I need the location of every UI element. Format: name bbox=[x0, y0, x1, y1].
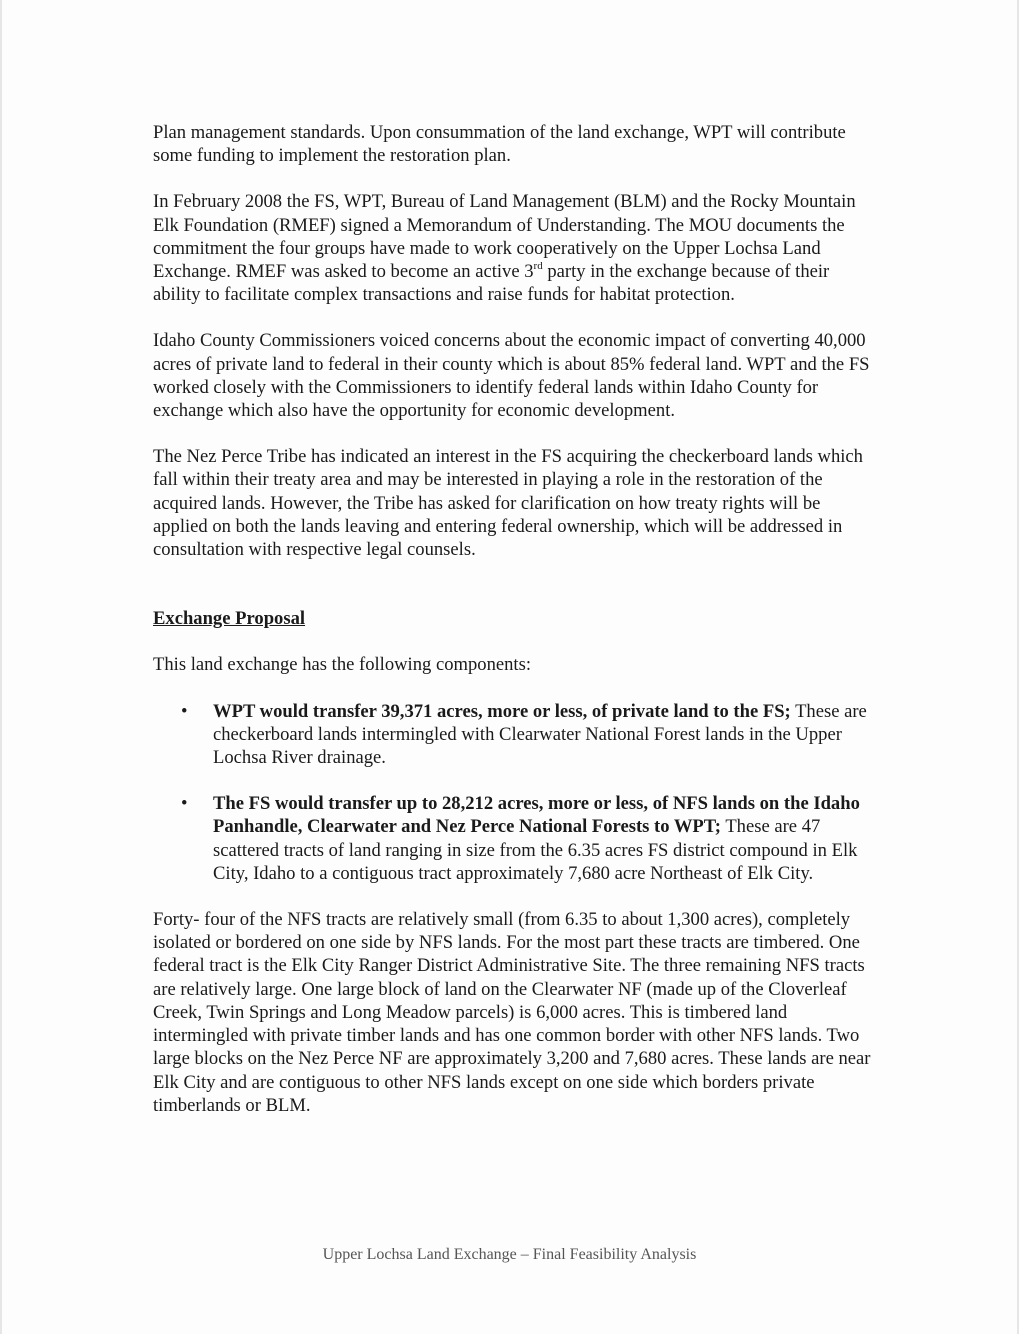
list-item bbox=[153, 700, 878, 770]
paragraph-nez-perce-tribe: The Nez Perce Tribe has indicated an interest in the FS acquiring the checkerboard lands which fall within their treaty area and may be interested in playing a role in the restoration of the acquired lands. However, the Tribe has asked for clarification on how treaty rights will be applied on both the lands leaving and entering federal ownership, which will be addressed in consultation with respective legal counsels. bbox=[153, 446, 863, 561]
list-item-text: These are 47 scattered tracts of land ranging in size from the 6.35 acres FS district compound in Elk City, Idaho to a contiguous tract approximately 7,680 acre Northeast of Elk City. bbox=[213, 816, 858, 884]
superscript-rd: rd bbox=[533, 259, 543, 272]
paragraph-mou-text: In February 2008 the FS, WPT, Bureau of Land Management (BLM) and the Rocky Mountain Elk Foundation (RMEF) signed a Memorandum of Understanding. The MOU documents the commitment the four groups have made to work cooperatively on the Upper Lochsa Land Exchange. RMEF was asked to become an active 3 bbox=[153, 191, 856, 283]
section-heading-exchange-proposal: Exchange Proposal bbox=[153, 608, 306, 630]
bullet-icon: • bbox=[181, 793, 188, 815]
page-footer: Upper Lochsa Land Exchange – Final Feasibility Analysis bbox=[322, 1246, 697, 1263]
list-item bbox=[153, 792, 878, 885]
paragraph-mou bbox=[153, 190, 878, 306]
list-item-bold-lead: WPT would transfer 39,371 acres, more or less, of private land to the FS; bbox=[213, 700, 791, 722]
paragraph-components-intro: This land exchange has the following components: bbox=[153, 654, 531, 676]
list-item-bold-lead: The FS would transfer up to 28,212 acres, more or less, of NFS lands on the Idaho Panhandle, Clearwater and Nez Perce National Forests to WPT; bbox=[213, 793, 860, 838]
paragraph-restoration-funding: Plan management standards. Upon consummation of the land exchange, WPT will contribute some funding to implement the restoration plan. bbox=[153, 122, 846, 167]
document-body bbox=[153, 121, 878, 1117]
bullet-icon: • bbox=[181, 700, 188, 722]
components-list bbox=[153, 700, 878, 885]
paragraph-county-commissioners: Idaho County Commissioners voiced concerns about the economic impact of converting 40,000 acres of private land to federal in their county which is about 85% federal land. WPT and the FS worked closely with the Commissioners to identify federal lands within Idaho County for exchange which also have the opportunity for economic development. bbox=[153, 330, 870, 422]
list-item-text: These are checkerboard lands intermingled with Clearwater National Forest lands in the Upper Lochsa River drainage. bbox=[213, 700, 867, 769]
paragraph-mou-text-end: party in the exchange because of their ability to facilitate complex transactions and raise funds for habitat protection. bbox=[153, 261, 830, 306]
paragraph-nfs-tracts: Forty- four of the NFS tracts are relatively small (from 6.35 to about 1,300 acres), completely isolated or bordered on one side by NFS lands. For the most part these tracts are timbered. One federal tract is the Elk City Ranger District Administrative Site. The three remaining NFS tracts are relatively large. One large block of land on the Clearwater NF (made up of the Cloverleaf Creek, Twin Springs and Long Meadow parcels) is 6,000 acres. This is timbered land intermingled with private timber lands and has one common border with other NFS lands. Two large blocks on the Nez Perce NF are approximately 3,200 and 7,680 acres. These lands are near Elk City and are contiguous to other NFS lands except on one side which borders private timberlands or BLM. bbox=[153, 909, 871, 1116]
